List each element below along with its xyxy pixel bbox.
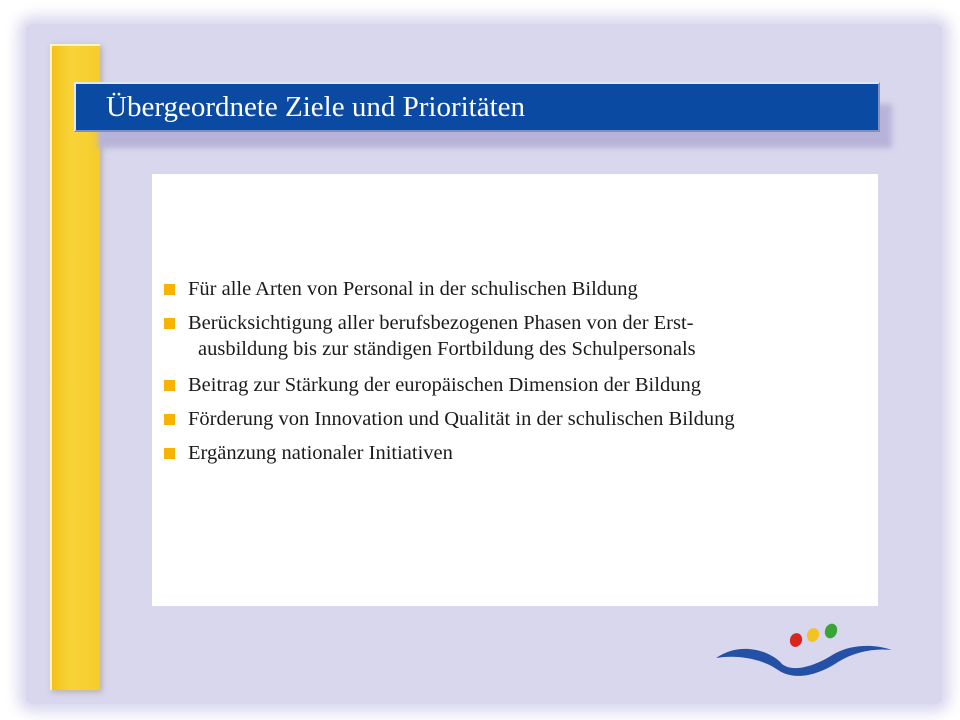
- bullet-item: [164, 276, 870, 302]
- bullet-item: [164, 310, 870, 362]
- bullet-list: [164, 276, 870, 474]
- logo-green-dot: [823, 622, 839, 640]
- logo-swoosh-shape: [716, 646, 892, 676]
- bullet-square-icon: [164, 448, 175, 459]
- bullet-square-icon: [164, 318, 175, 329]
- bullet-text-continuation: ausbildung bis zur ständigen Fortbildung des Schulpersonals: [198, 338, 696, 360]
- bullet-item: [164, 406, 870, 432]
- bullet-square-icon: [164, 414, 175, 425]
- logo-red-dot: [788, 631, 804, 648]
- bullet-square-icon: [164, 380, 175, 391]
- yellow-accent-bar: [50, 44, 100, 690]
- bullet-text: Für alle Arten von Personal in der schulischen Bildung: [188, 278, 638, 300]
- bullet-item: [164, 440, 870, 466]
- slide-title: Übergeordnete Ziele und Prioritäten: [74, 82, 880, 132]
- bullet-square-icon: [164, 284, 175, 295]
- program-logo-icon: [712, 618, 896, 692]
- bullet-text: Ergänzung nationaler Initiativen: [188, 442, 453, 464]
- bullet-item: [164, 372, 870, 398]
- logo-yellow-dot: [805, 626, 821, 643]
- bullet-text: Beitrag zur Stärkung der europäischen Dimension der Bildung: [188, 374, 701, 396]
- bullet-text: Förderung von Innovation und Qualität in der schulischen Bildung: [188, 408, 735, 430]
- bullet-text: Berücksichtigung aller berufsbezogenen Phasen von der Erst-: [188, 312, 694, 334]
